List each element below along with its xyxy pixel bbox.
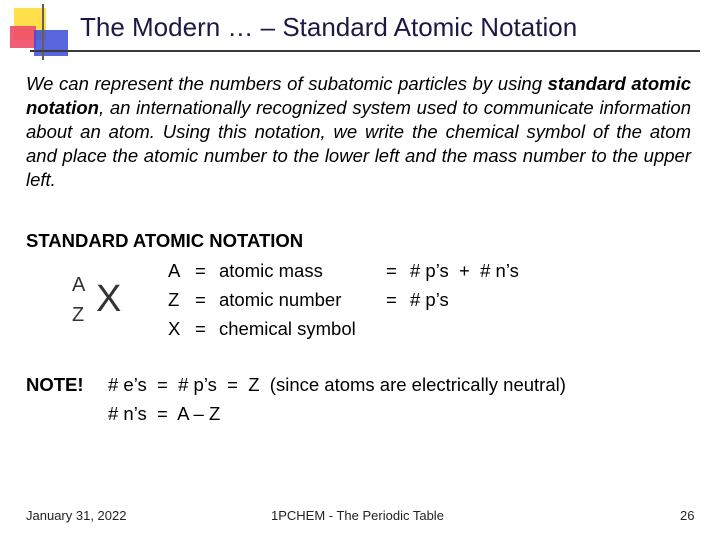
note-line-1: # e’s = # p’s = Z (since atoms are electrically neutral)	[108, 374, 566, 395]
row-z-formula: # p’s	[410, 289, 449, 310]
intro-text-1: We can represent the numbers of subatomic particles by using	[26, 73, 548, 94]
row-z-eq2: =	[386, 289, 397, 310]
intro-bold-term: standard atomic notation	[26, 73, 691, 118]
symbol-atomic-number: Z	[72, 304, 85, 326]
footer-page-number: 26	[680, 508, 695, 523]
decor-square-blue	[34, 30, 68, 56]
footer-date: January 31, 2022	[26, 508, 127, 523]
intro-text-2: , an internationally recognized system used to communicate information about an atom. Using this notation, we write the chemical symbol of the atom and place the atomic number to the lower left and the mass number to the upper left.	[26, 97, 691, 190]
row-a-formula: # p’s + # n’s	[410, 260, 519, 281]
row-z-eq: =	[195, 289, 206, 310]
row-a-eq: =	[195, 260, 206, 281]
intro-paragraph	[26, 72, 691, 192]
note-line-2: # n’s = A – Z	[108, 403, 221, 424]
title-underline	[30, 50, 700, 52]
notation-heading: STANDARD ATOMIC NOTATION	[26, 230, 304, 251]
row-z-meaning: atomic number	[219, 289, 342, 310]
row-a-eq2: =	[386, 260, 397, 281]
row-x-meaning: chemical symbol	[219, 318, 356, 339]
row-a-meaning: atomic mass	[219, 260, 323, 281]
footer-title: 1PCHEM - The Periodic Table	[271, 508, 444, 523]
note-label: NOTE!	[26, 374, 84, 395]
row-x-eq: =	[195, 318, 206, 339]
decor-square-red	[10, 26, 36, 48]
row-z-letter: Z	[168, 289, 180, 310]
notation-symbol	[70, 274, 130, 334]
symbol-mass-number: A	[72, 274, 86, 296]
row-x-letter: X	[168, 318, 181, 339]
row-a-letter: A	[168, 260, 181, 281]
symbol-element: X	[96, 278, 122, 320]
slide-title: The Modern … – Standard Atomic Notation	[80, 12, 578, 42]
